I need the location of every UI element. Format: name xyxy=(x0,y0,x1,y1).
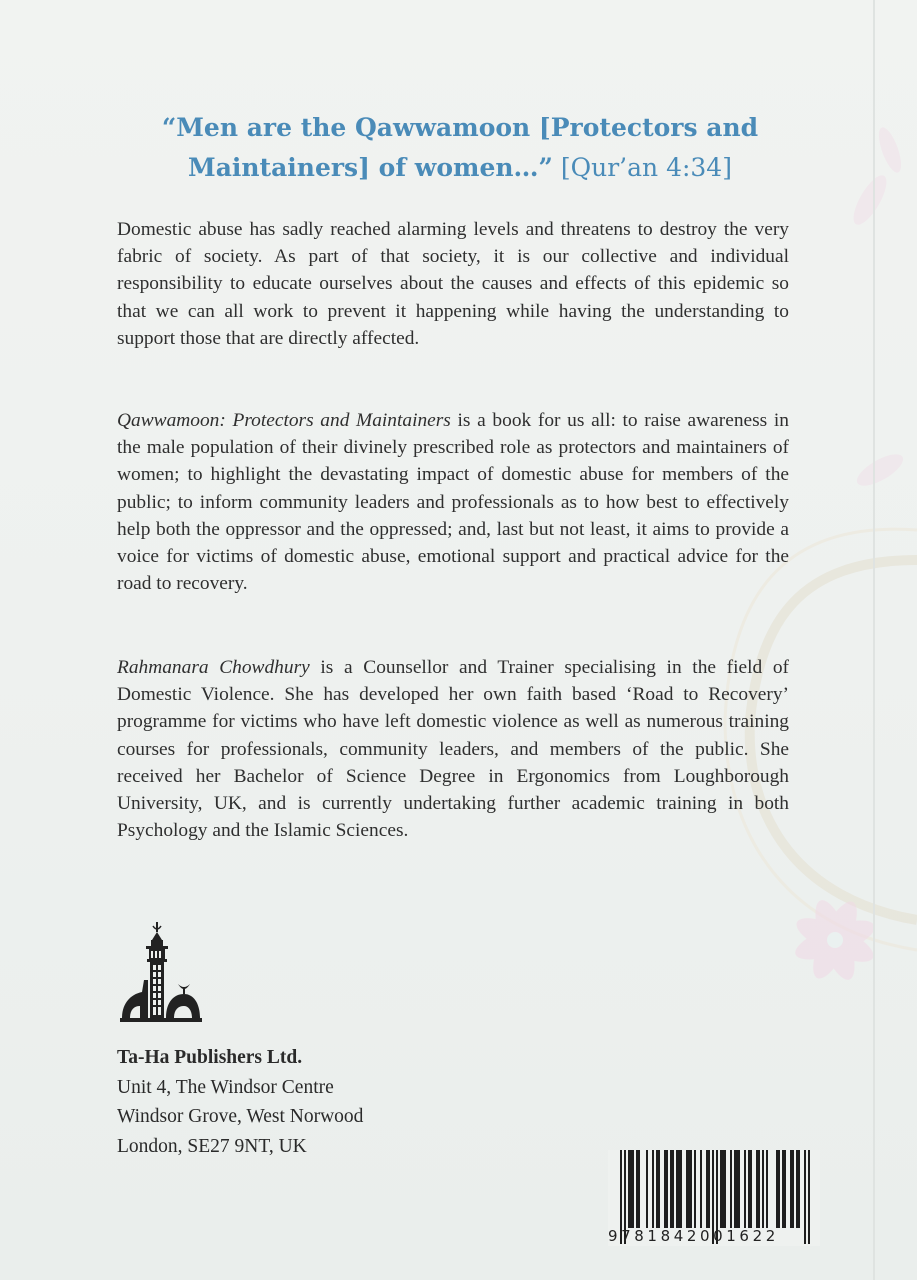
barcode-bar xyxy=(744,1150,746,1228)
isbn-number: 9781842001622 xyxy=(608,1227,779,1245)
barcode-bar xyxy=(776,1150,778,1228)
barcode-bar xyxy=(680,1150,682,1228)
barcode-bar xyxy=(736,1150,738,1228)
barcode-bar xyxy=(630,1150,632,1228)
isbn-barcode xyxy=(608,1150,820,1246)
barcode-bar xyxy=(748,1150,750,1228)
barcode-bar xyxy=(720,1150,722,1228)
barcode-bar xyxy=(686,1150,688,1228)
barcode-bar xyxy=(758,1150,760,1228)
address-line: Windsor Grove, West Norwood xyxy=(117,1106,364,1127)
barcode-bar xyxy=(666,1150,668,1228)
barcode-bar xyxy=(782,1150,784,1228)
barcode-bar xyxy=(722,1150,724,1228)
daisy-flower-icon xyxy=(791,896,880,985)
publisher-info xyxy=(117,1043,363,1161)
barcode-bar xyxy=(688,1150,690,1228)
barcode-bar xyxy=(730,1150,732,1228)
barcode-bar xyxy=(652,1150,654,1228)
barcode-bar xyxy=(656,1150,658,1228)
barcode-bar xyxy=(734,1150,736,1228)
quote-text: “Men are the Qawwamoon [Protectors and Maintainers] of women…” xyxy=(161,113,759,182)
barcode-bar xyxy=(638,1150,640,1228)
barcode-bar xyxy=(762,1150,764,1228)
address-line: Unit 4, The Windsor Centre xyxy=(117,1076,334,1098)
epigraph-quote xyxy=(120,108,800,188)
barcode-bar xyxy=(672,1150,674,1228)
barcode-bar xyxy=(798,1150,800,1228)
barcode-bar xyxy=(724,1150,726,1228)
barcode-bar xyxy=(670,1150,672,1228)
barcode-bar xyxy=(766,1150,768,1228)
barcode-bar xyxy=(690,1150,692,1228)
barcode-bar xyxy=(778,1150,780,1228)
barcode-bar xyxy=(750,1150,752,1228)
spine-fold-line xyxy=(873,0,875,1280)
barcode-bar xyxy=(676,1150,678,1228)
address-line: London, SE27 9NT, UK xyxy=(117,1135,307,1157)
barcode-bar xyxy=(796,1150,798,1228)
barcode-bar xyxy=(706,1150,708,1228)
barcode-bar xyxy=(700,1150,702,1228)
book-description-paragraph xyxy=(117,407,789,597)
barcode-bar xyxy=(636,1150,638,1228)
quote-reference: [Qur’an 4:34] xyxy=(560,153,732,182)
barcode-bar xyxy=(658,1150,660,1228)
barcode-bar xyxy=(664,1150,666,1228)
paragraph-text: is a book for us all: to raise awareness in the male population of their divinely prescribed role as protectors and maintainers of women; to highlight the devastating impact of domestic abuse for members of the public; to inform community leaders and professionals as to how best to effectively help both the oppressor and the oppressed; and, last but not least, it aims to provide a voice for victims of domestic abuse, emotional support and practical advice for the road to recovery. xyxy=(117,410,789,595)
barcode-bar xyxy=(632,1150,634,1228)
paragraph-text: Domestic abuse has sadly reached alarming levels and threatens to destroy the very fabric of society. As part of that society, it is our collective and individual responsibility to educate ourselves about the causes and effects of this epidemic so that we can all work to prevent it happening while having the understanding to support those that are directly affected. xyxy=(117,219,789,349)
barcode-bar xyxy=(694,1150,696,1228)
publisher-name: Ta-Ha Publishers Ltd. xyxy=(117,1047,303,1068)
paragraph-text: is a Counsellor and Trainer specialising in the field of Domestic Violence. She has developed her own faith based ‘Road to Recovery’ programme for victims who have left domestic violence as well as numerous training courses for professionals, community leaders, and members of the public. She received her Bachelor of Science Degree in Ergonomics from Loughborough University, UK, and is currently undertaking further academic training in both Psychology and the Islamic Sciences. xyxy=(117,657,789,842)
barcode-bar xyxy=(646,1150,648,1228)
barcode-bar xyxy=(708,1150,710,1228)
barcode-bar xyxy=(790,1150,792,1228)
author-bio-paragraph xyxy=(117,654,789,844)
minaret-dome-logo-icon xyxy=(118,922,202,1026)
blurb-paragraph xyxy=(117,216,789,352)
book-title-italic: Qawwamoon: Protectors and Maintainers xyxy=(117,410,451,431)
barcode-bar xyxy=(756,1150,758,1228)
barcode-bar xyxy=(784,1150,786,1228)
author-name-italic: Rahmanara Chowdhury xyxy=(117,657,310,678)
barcode-bar xyxy=(792,1150,794,1228)
barcode-bar xyxy=(738,1150,740,1228)
barcode-bar xyxy=(628,1150,630,1228)
barcode-bar xyxy=(678,1150,680,1228)
